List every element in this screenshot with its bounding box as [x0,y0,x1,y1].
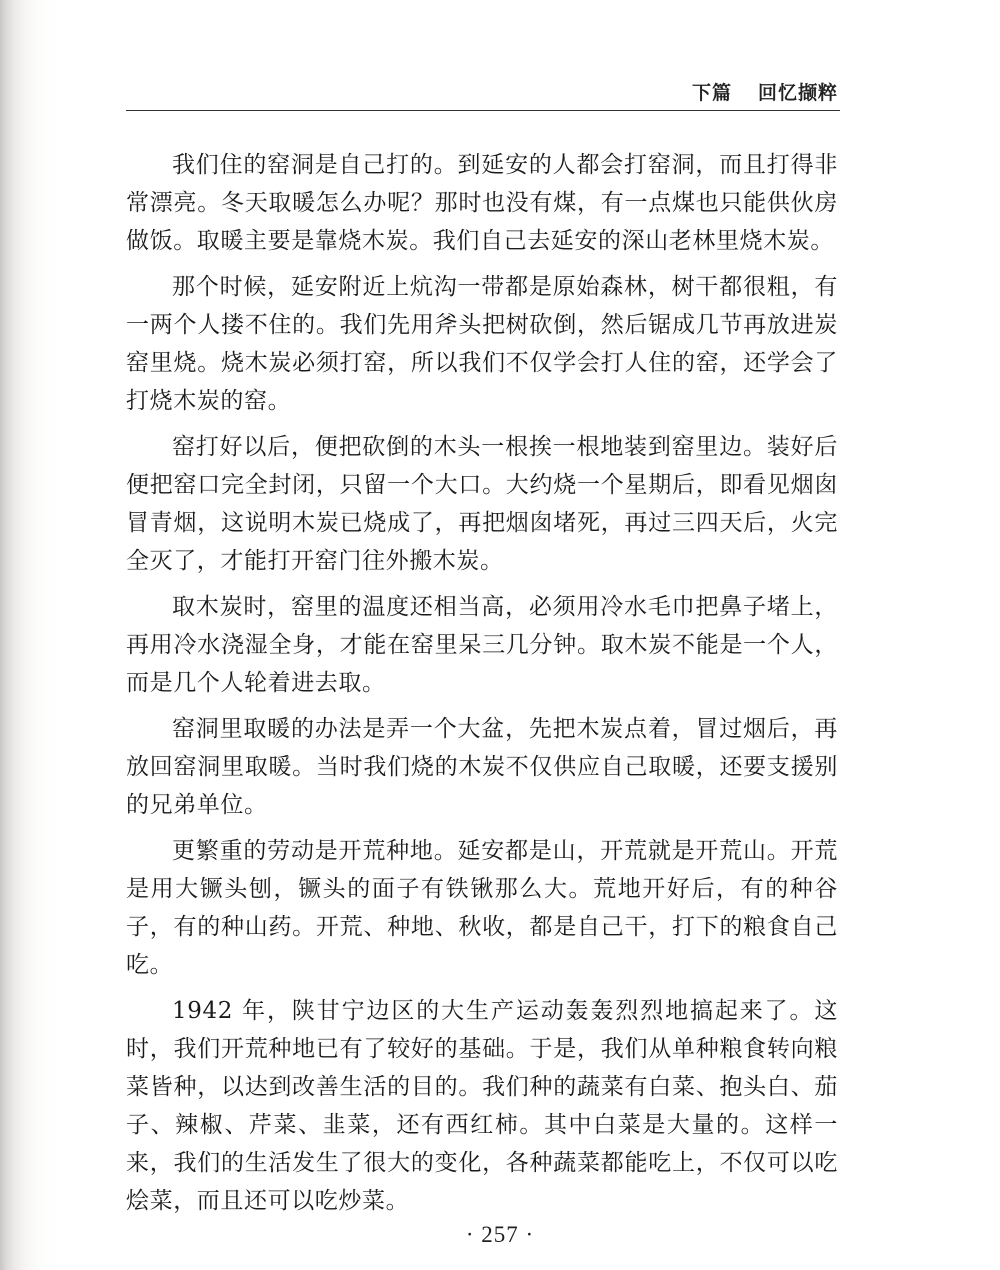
paragraph-7: 1942 年，陕甘宁边区的大生产运动轰轰烈烈地搞起来了。这时，我们开荒种地已有了较好的基础。于是，我们从单种粮食转向粮菜皆种，以达到改善生活的目的。我们种的蔬菜有白菜、抱头白、茄子、辣椒、芹菜、韭菜，还有西红柿。其中白菜是大量的。这样一来，我们的生活发生了很大的变化，各种蔬菜都能吃上，不仅可以吃烩菜，而且还可以吃炒菜。 [126,998,838,1214]
page-number: · 257 · [465,1222,535,1247]
running-head-title: 回忆撷粹 [757,82,838,104]
body-text [126,146,838,1228]
running-head [600,78,838,105]
running-head-section: 下篇 [691,82,732,104]
paragraph-1: 我们住的窑洞是自己打的。到延安的人都会打窑洞，而且打得非常漂亮。冬天取暖怎么办呢？那时也没有煤，有一点煤也只能供伙房做饭。取暖主要是靠烧木炭。我们自己去延安的深山老林里烧木炭。 [126,152,838,254]
paragraph-2: 那个时候，延安附近上炕沟一带都是原始森林，树干都很粗，有一两个人搂不住的。我们先用斧头把树砍倒，然后锯成几节再放进炭窑里烧。烧木炭必须打窑，所以我们不仅学会打人住的窑，还学会了打烧木炭的窑。 [126,274,838,414]
paragraph-6: 更繁重的劳动是开荒种地。延安都是山，开荒就是开荒山。开荒是用大镢头刨，镢头的面子有铁锹那么大。荒地开好后，有的种谷子，有的种山药。开荒、种地、秋收，都是自己干，打下的粮食自己吃。 [126,838,838,978]
paragraph-5: 窑洞里取暖的办法是弄一个大盆，先把木炭点着，冒过烟后，再放回窑洞里取暖。当时我们烧的木炭不仅供应自己取暖，还要支援别的兄弟单位。 [126,716,838,818]
header-rule [126,110,840,111]
paragraph-3: 窑打好以后，便把砍倒的木头一根挨一根地装到窑里边。装好后便把窑口完全封闭，只留一个大口。大约烧一个星期后，即看见烟囱冒青烟，这说明木炭已烧成了，再把烟囱堵死，再过三四天后，火完全灭了，才能打开窑门往外搬木炭。 [126,434,838,574]
paragraph-4: 取木炭时，窑里的温度还相当高，必须用冷水毛巾把鼻子堵上，再用冷水浇湿全身，才能在窑里呆三几分钟。取木炭不能是一个人，而是几个人轮着进去取。 [126,594,838,696]
